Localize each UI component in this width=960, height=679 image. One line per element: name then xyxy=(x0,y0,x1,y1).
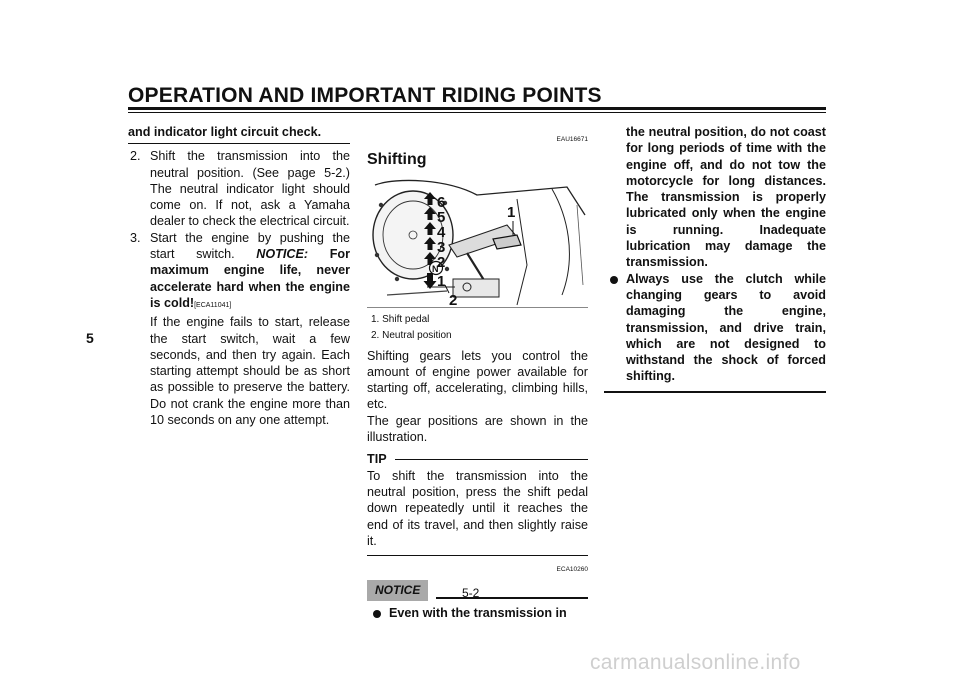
gear-label-4: 4 xyxy=(437,223,446,241)
column-right xyxy=(604,124,826,393)
notice-bullet-2 xyxy=(604,271,826,385)
step-text: Shift the transmission into the neutral position. (See page 5-2.) The neutral indicator light should come on. If not, ask a Yamaha dealer to check the electrical circuit. xyxy=(150,149,350,229)
step-number: 2. xyxy=(130,149,141,164)
callout-neutral: 2 xyxy=(449,291,458,307)
gear-label-5: 5 xyxy=(437,208,446,226)
section-title: Shifting xyxy=(367,151,427,169)
tip-rule xyxy=(395,459,588,460)
step-text-a: Start the engine by pushing the start switch. xyxy=(150,230,350,262)
watermark: carmanualsonline.info xyxy=(590,651,801,674)
page-header-title: OPERATION AND IMPORTANT RIDING POINTS xyxy=(128,84,602,107)
bullet-text: Always use the clutch while changing gears to avoid damaging the engine, transmission, and drive train, which are not designed to withstand the shock of forced shifting. xyxy=(626,271,826,384)
caption-item: 2. Neutral position xyxy=(371,329,452,341)
page-number: 5-2 xyxy=(462,586,480,600)
column-left xyxy=(128,124,350,428)
bullet-text: Even with the transmission in xyxy=(389,605,567,620)
gear-label-3: 3 xyxy=(437,238,446,256)
caption-item: 1. Shift pedal xyxy=(371,313,430,325)
tip-text: To shift the transmission into the neutral position, press the shift pedal down repeatedly until it reaches the end of its travel, and then slightly raise it. xyxy=(367,468,588,548)
notice-code: ECA10260 xyxy=(556,566,588,574)
step-text-b: If the engine fails to start, release the start switch, wait a few seconds, and then try again. Each starting attempt should be as short as possible to preserve the battery. Do not crank the engine more than 10 seconds on any one attempt. xyxy=(150,315,350,428)
column-middle xyxy=(367,124,588,621)
paragraph: Shifting gears lets you control the amount of engine power available for starting off, accelerating, climbing hills, etc. xyxy=(367,348,588,412)
tip-header xyxy=(367,451,588,467)
gear-label-1: 1 xyxy=(437,272,446,290)
notice-badge: NOTICE xyxy=(367,580,428,600)
notice-inline-text: For maximum engine life, never accelerate hard when the engine is cold! xyxy=(150,247,350,310)
section-code: EAU16671 xyxy=(556,136,588,143)
notice-end-rule xyxy=(604,391,826,393)
step-number: 3. xyxy=(130,230,141,245)
notice-bullet-1-continued: the neutral position, do not coast for long periods of time with the engine off, and do not tow the motorcycle for long distances. The transmission is properly lubricated only when the engine is running. Inadequate lubrication may damage the transmission. xyxy=(626,125,826,270)
step-2 xyxy=(128,148,350,229)
gear-label-2: 2 xyxy=(437,253,446,271)
callout-shift-pedal: 1 xyxy=(507,203,516,221)
gear-label-6: 6 xyxy=(437,193,446,211)
bullet-icon xyxy=(610,276,618,284)
notice-inline-label: NOTICE: xyxy=(256,247,309,262)
bullet-icon xyxy=(373,610,381,618)
sub-heading-rule xyxy=(128,143,350,144)
shift-pedal-illustration xyxy=(367,175,588,308)
notice-rule xyxy=(436,597,588,599)
tip-label: TIP xyxy=(367,452,387,467)
header-rule-thin xyxy=(128,112,826,113)
engine-drawing xyxy=(367,175,588,307)
gear-label-n: N xyxy=(432,263,439,274)
sub-heading: and indicator light circuit check. xyxy=(128,125,322,139)
notice-ref-code: [ECA11041] xyxy=(194,301,232,309)
figure-captions xyxy=(367,312,588,344)
notice-bullet-1 xyxy=(367,605,588,621)
step-3 xyxy=(128,230,350,429)
header-rule xyxy=(128,107,826,110)
tip-end-rule xyxy=(367,555,588,556)
chapter-tab: 5 xyxy=(86,330,94,346)
paragraph: The gear positions are shown in the illustration. xyxy=(367,413,588,445)
step-text xyxy=(150,230,350,314)
